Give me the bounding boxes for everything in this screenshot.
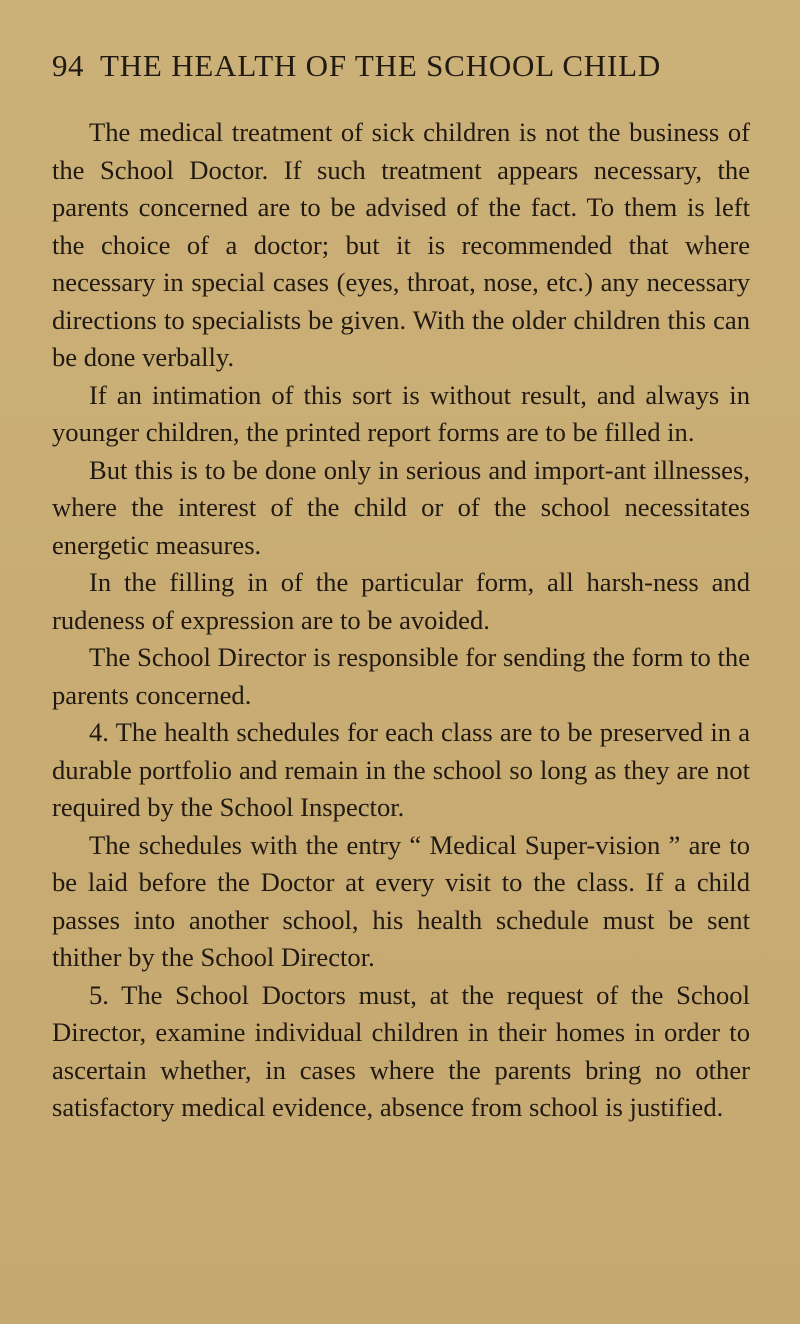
page-number: 94 (52, 48, 84, 83)
paragraph: The schedules with the entry “ Medical Super-vision ” are to be laid before the Doctor at every visit to the class. If a child passes into another school, his health schedule must be sent thither by the School Director. (52, 829, 750, 972)
paragraph: 4. The health schedules for each class are to be preserved in a durable portfolio and remain in the school so long as they are not required by the School Inspector. (52, 717, 750, 822)
running-title: THE HEALTH OF THE SCHOOL CHILD (100, 48, 662, 83)
paragraph: But this is to be done only in serious and import-ant illnesses, where the interest of the child or of the school necessitates energetic measures. (52, 454, 750, 560)
body-text (52, 114, 750, 1127)
running-head (52, 48, 750, 100)
paragraph: If an intimation of this sort is without result, and always in younger children, the printed report forms are to be filled in. (52, 379, 750, 447)
paragraph: 5. The School Doctors must, at the request of the School Director, examine individual children in their homes in order to ascertain whether, in cases where the parents bring no other satisfactory medical evidence, absence from school is justified. (52, 979, 750, 1122)
paragraph: In the filling in of the particular form, all harsh-ness and rudeness of expression are to be avoided. (52, 567, 750, 635)
paragraph: The School Director is responsible for sending the form to the parents concerned. (52, 642, 750, 710)
paragraph: The medical treatment of sick children is not the business of the School Doctor. If such treatment appears necessary, the parents concerned are to be advised of the fact. To them is left the choice of a doctor; but it is recommended that where necessary in special cases (eyes, throat, nose, etc.) any necessary directions to specialists be given. With the older children this can be done verbally. (52, 117, 750, 372)
